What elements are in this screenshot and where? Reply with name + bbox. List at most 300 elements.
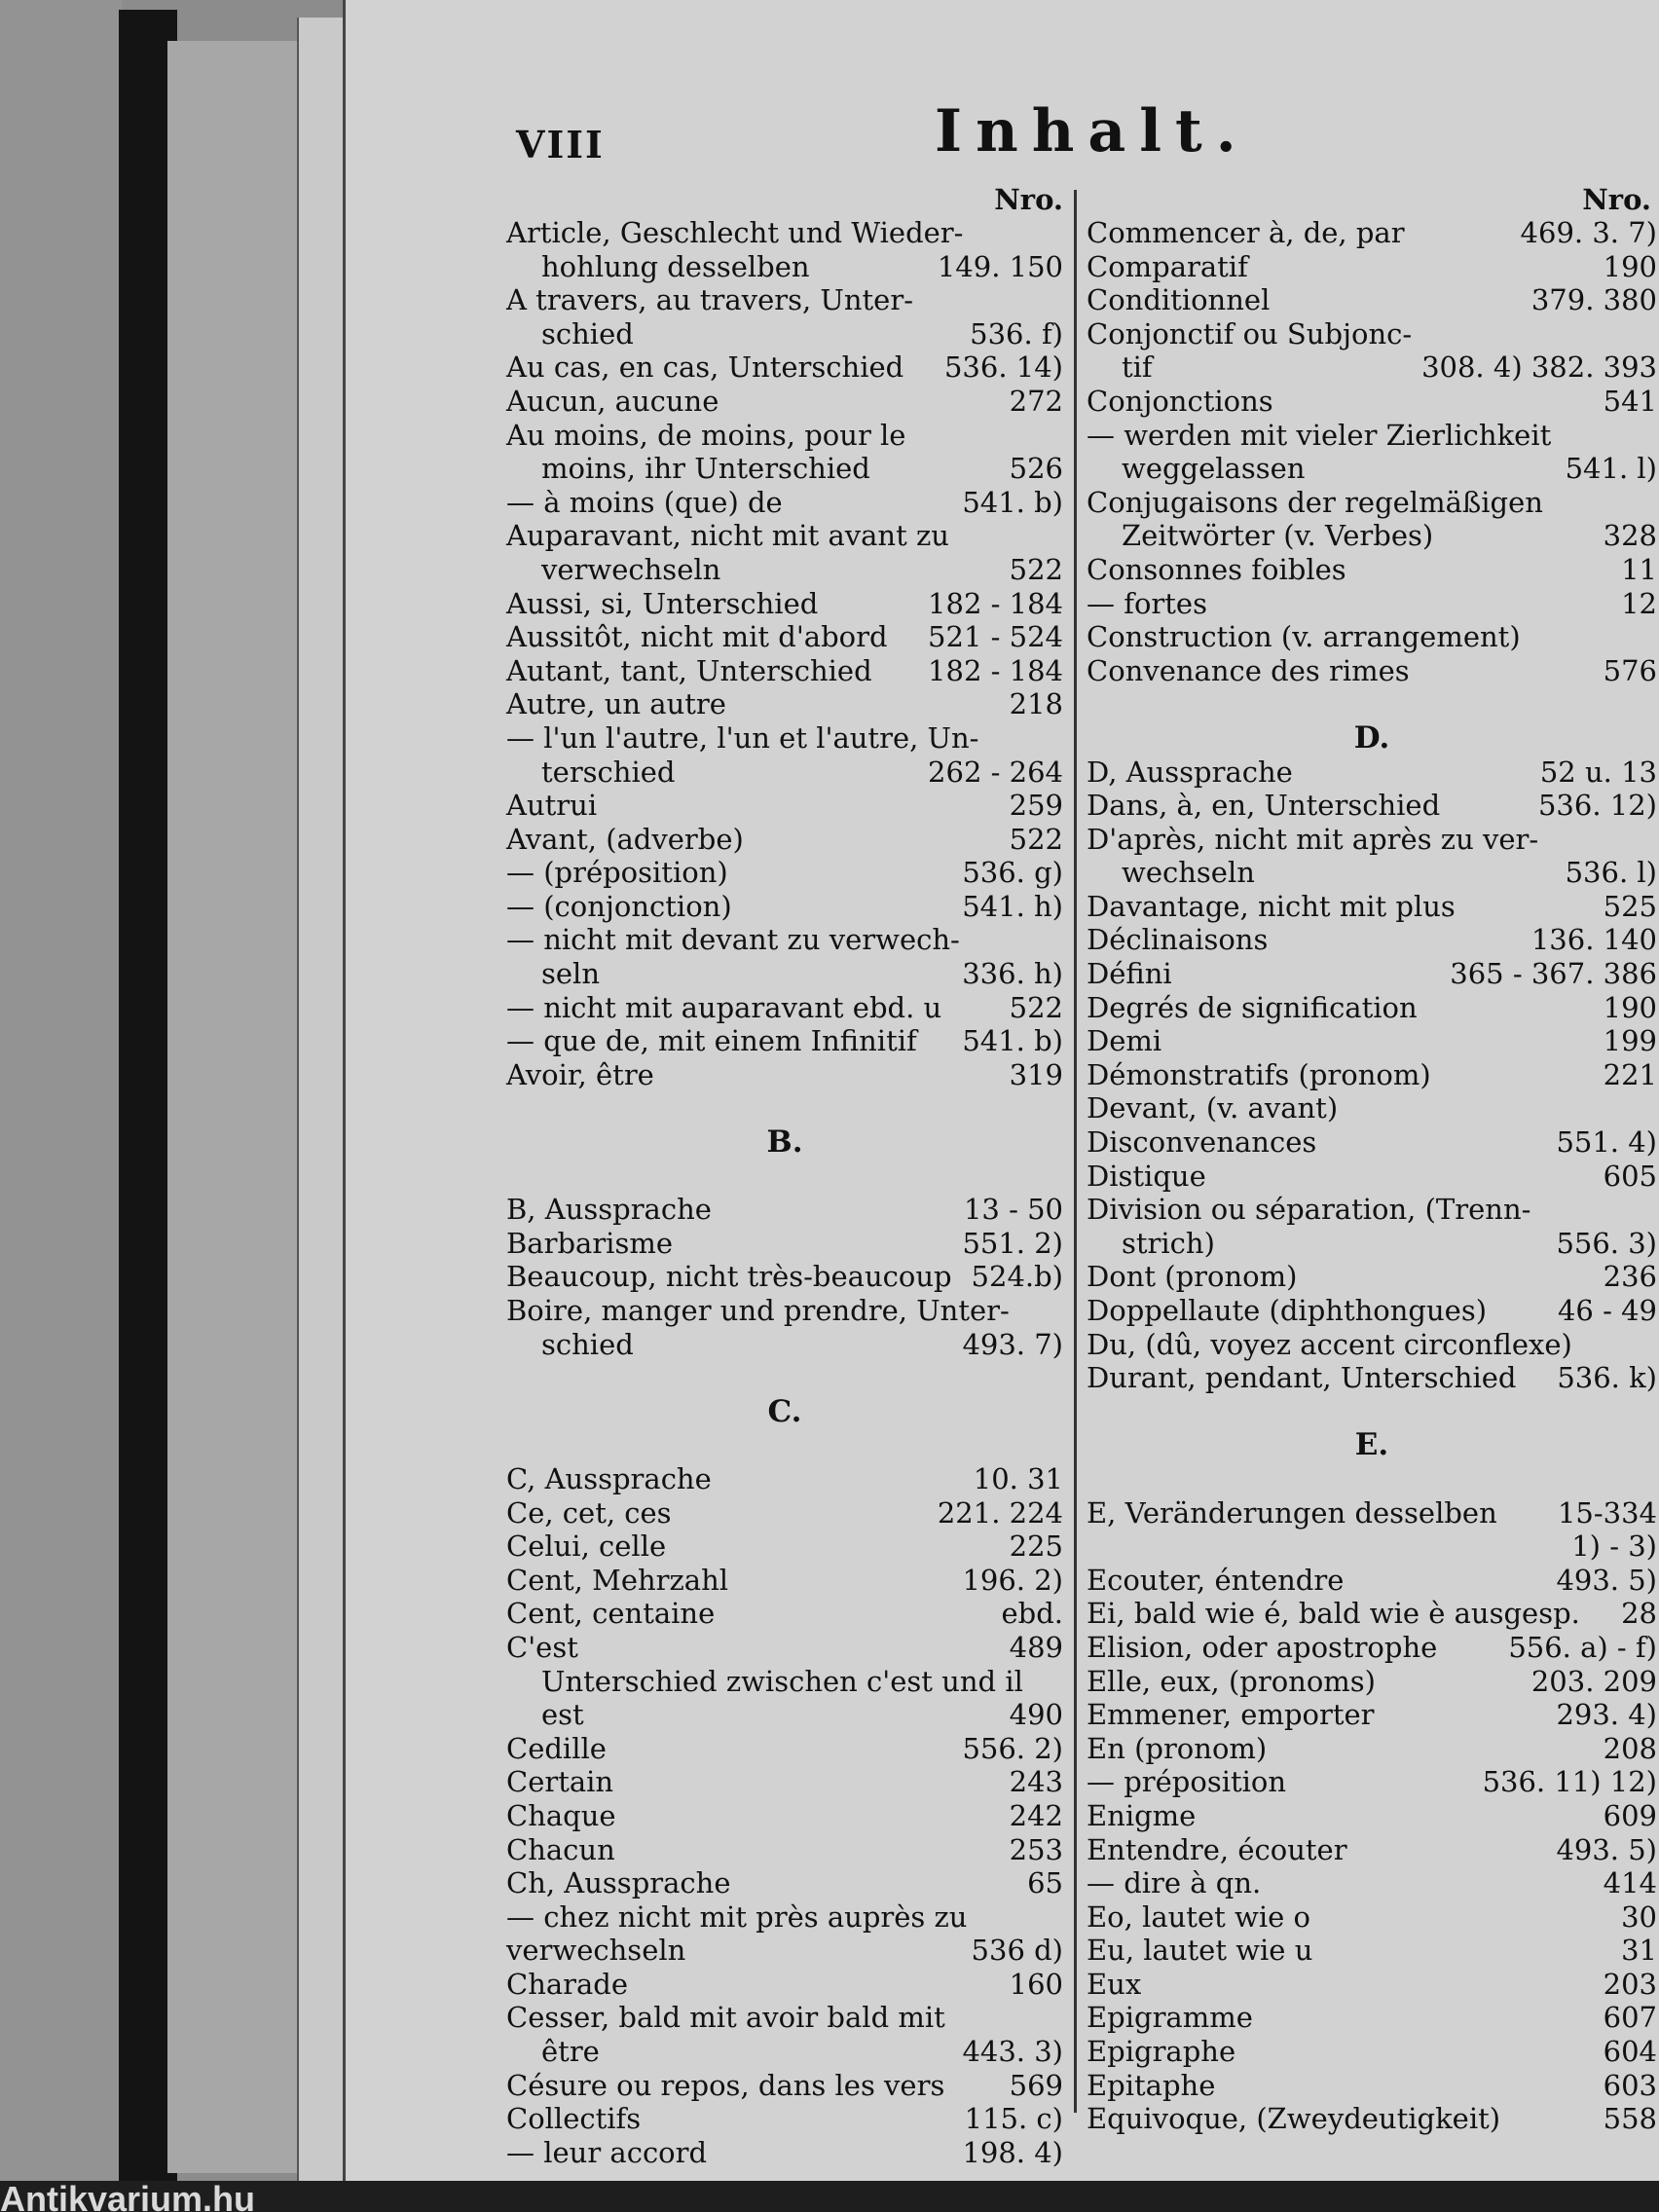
entry-number: 604 bbox=[1603, 2035, 1657, 2069]
entry-text: weggelassen bbox=[1122, 452, 1306, 486]
entry-number: 536. g) bbox=[962, 856, 1063, 890]
entry-number: 308. 4) 382. 393 bbox=[1421, 350, 1657, 385]
index-entry-line bbox=[1087, 385, 1657, 419]
entry-number: 536. 12) bbox=[1537, 789, 1657, 823]
entry-text: Unterschied zwischen c'est und il bbox=[541, 1664, 1023, 1698]
index-entry-line bbox=[506, 419, 1063, 453]
index-entry-line bbox=[506, 1833, 1063, 1867]
index-column-left bbox=[506, 183, 1063, 2169]
entry-number: 199 bbox=[1603, 1024, 1657, 1058]
index-entry-line bbox=[1087, 587, 1657, 621]
entry-number: 536. f) bbox=[970, 316, 1063, 350]
index-entry-line bbox=[506, 2001, 1063, 2035]
entry-number: 1) - 3) bbox=[1571, 1530, 1657, 1564]
entry-number: 46 - 49 bbox=[1557, 1294, 1657, 1327]
entry-number: 603 bbox=[1603, 2068, 1657, 2102]
entry-text: wechseln bbox=[1122, 856, 1255, 890]
entry-number: 522 bbox=[1009, 990, 1063, 1024]
entry-text: — (conjonction) bbox=[506, 889, 732, 923]
index-entry-line bbox=[506, 452, 1063, 486]
index-entry-line bbox=[1087, 1934, 1657, 1968]
entry-text: B, Aussprache bbox=[506, 1193, 712, 1227]
entry-text: — nicht mit devant zu verwech- bbox=[506, 923, 960, 957]
section-heading bbox=[1087, 721, 1657, 756]
index-entry-line bbox=[506, 385, 1063, 419]
entry-number: 259 bbox=[1009, 789, 1063, 823]
index-entry-line bbox=[506, 1160, 1063, 1194]
entry-text: Aucun, aucune bbox=[506, 384, 719, 418]
index-entry-line bbox=[506, 1428, 1063, 1462]
index-entry-line bbox=[1087, 1732, 1657, 1766]
entry-text: E. bbox=[1354, 1427, 1389, 1463]
section-heading bbox=[1087, 1428, 1657, 1462]
entry-text: Commencer à, de, par bbox=[1087, 216, 1405, 249]
entry-number: 203. 209 bbox=[1530, 1664, 1657, 1698]
entry-number: 243 bbox=[1009, 1765, 1063, 1799]
entry-number: 541 bbox=[1603, 384, 1657, 418]
entry-number: 65 bbox=[1027, 1866, 1063, 1900]
entry-number: 551. 4) bbox=[1556, 1125, 1657, 1160]
section-heading bbox=[506, 1395, 1063, 1429]
entry-text: — que de, mit einem Infinitif bbox=[506, 1024, 917, 1058]
entry-number: 605 bbox=[1603, 1159, 1657, 1193]
entry-text: Dans, à, en, Unterschied bbox=[1087, 789, 1441, 823]
index-entry-line bbox=[1087, 1462, 1657, 1496]
entry-text: — leur accord bbox=[506, 2135, 708, 2169]
entry-number: 469. 3. 7) bbox=[1520, 216, 1657, 249]
entry-text: En (pronom) bbox=[1087, 1731, 1268, 1765]
index-entry-line bbox=[506, 1361, 1063, 1395]
index-entry-line bbox=[506, 957, 1063, 991]
index-entry-line bbox=[506, 687, 1063, 721]
index-entry-line bbox=[506, 1732, 1063, 1766]
index-entry-line bbox=[1087, 654, 1657, 688]
index-entry-line bbox=[1087, 1968, 1657, 2002]
entry-text: strich) bbox=[1122, 1226, 1215, 1260]
entry-text: Conditionnel bbox=[1087, 283, 1271, 317]
index-entry-line bbox=[1087, 2102, 1657, 2136]
index-entry-line bbox=[506, 1193, 1063, 1227]
entry-text: Eu, lautet wie u bbox=[1087, 1934, 1313, 1968]
entry-number: 253 bbox=[1009, 1832, 1063, 1866]
index-entry-line bbox=[1087, 1597, 1657, 1631]
entry-text: Division ou séparation, (Trenn- bbox=[1087, 1193, 1531, 1227]
index-entry-line bbox=[506, 317, 1063, 351]
column-divider bbox=[1074, 190, 1077, 2113]
index-entry-line bbox=[506, 756, 1063, 790]
entry-number: 551. 2) bbox=[962, 1226, 1063, 1260]
entry-text: — nicht mit auparavant ebd. u bbox=[506, 990, 942, 1024]
index-entry-line bbox=[506, 1227, 1063, 1261]
entry-text: Cent, Mehrzahl bbox=[506, 1563, 729, 1597]
entry-text: Barbarisme bbox=[506, 1226, 673, 1260]
index-entry-line bbox=[506, 1530, 1063, 1564]
index-entry-line bbox=[1087, 991, 1657, 1025]
index-entry-line bbox=[506, 923, 1063, 957]
index-entry-line bbox=[506, 823, 1063, 857]
index-entry-line bbox=[1087, 283, 1657, 317]
entry-number: 11 bbox=[1621, 552, 1657, 586]
index-entry-line bbox=[506, 2035, 1063, 2069]
entry-number: 379. 380 bbox=[1530, 283, 1657, 317]
entry-text: Chacun bbox=[506, 1832, 615, 1866]
entry-number: 493. 7) bbox=[962, 1327, 1063, 1361]
index-entry-line bbox=[506, 1260, 1063, 1294]
index-entry-line bbox=[1087, 1260, 1657, 1294]
entry-number: 541. h) bbox=[962, 889, 1063, 923]
entry-text: Devant, (v. avant) bbox=[1087, 1091, 1339, 1125]
entry-text: Zeitwörter (v. Verbes) bbox=[1122, 519, 1434, 553]
entry-text: D. bbox=[1353, 719, 1390, 756]
entry-number: 196. 2) bbox=[962, 1563, 1063, 1597]
entry-number: 10. 31 bbox=[973, 1461, 1063, 1495]
index-entry-line bbox=[1087, 350, 1657, 385]
entry-text: Eux bbox=[1087, 1967, 1142, 2001]
entry-number: 522 bbox=[1009, 552, 1063, 586]
nro-label: Nro. bbox=[1582, 183, 1651, 216]
index-entry-line bbox=[506, 1866, 1063, 1900]
page-number: VIII bbox=[516, 123, 605, 166]
index-entry-line bbox=[506, 250, 1063, 284]
index-entry-line bbox=[1087, 1900, 1657, 1935]
index-entry-line bbox=[506, 1496, 1063, 1530]
entry-number: 336. h) bbox=[962, 957, 1063, 991]
entry-text: être bbox=[541, 2035, 600, 2069]
entry-text: A travers, au travers, Unter- bbox=[506, 283, 914, 317]
entry-text: — l'un l'autre, l'un et l'autre, Un- bbox=[506, 720, 979, 755]
entry-text: — fortes bbox=[1087, 586, 1207, 620]
entry-number: 208 bbox=[1603, 1731, 1657, 1765]
entry-number: 536. 11) 12) bbox=[1482, 1765, 1657, 1799]
entry-text: tif bbox=[1122, 350, 1153, 385]
entry-number: 149. 150 bbox=[937, 249, 1063, 283]
entry-number: 526 bbox=[1009, 452, 1063, 486]
entry-number: 541. b) bbox=[962, 485, 1063, 519]
entry-text: Dont (pronom) bbox=[1087, 1260, 1298, 1294]
index-entry-line bbox=[1087, 216, 1657, 250]
index-entry-line bbox=[1087, 620, 1657, 654]
index-entry-line bbox=[1087, 452, 1657, 486]
index-entry-line bbox=[506, 856, 1063, 890]
index-entry-line bbox=[1087, 1496, 1657, 1530]
index-entry-line bbox=[506, 789, 1063, 823]
entry-text: Boire, manger und prendre, Unter- bbox=[506, 1294, 1010, 1327]
entry-number: 272 bbox=[1009, 384, 1063, 418]
index-entry-line bbox=[1087, 1799, 1657, 1833]
entry-text: Emmener, emporter bbox=[1087, 1698, 1375, 1732]
entry-number: 609 bbox=[1603, 1798, 1657, 1832]
watermark: Antikvarium.hu bbox=[0, 2179, 256, 2212]
entry-number: 558 bbox=[1603, 2102, 1657, 2136]
page-title: Inhalt. bbox=[935, 97, 1250, 166]
entry-text: Durant, pendant, Unterschied bbox=[1087, 1361, 1517, 1395]
entry-number: 489 bbox=[1009, 1630, 1063, 1664]
entry-text: Epigraphe bbox=[1087, 2035, 1236, 2069]
entry-text: Consonnes foibles bbox=[1087, 552, 1346, 586]
index-entry-line bbox=[1087, 1833, 1657, 1867]
entry-text: B. bbox=[766, 1124, 803, 1161]
entry-text: Autre, un autre bbox=[506, 687, 726, 721]
entry-text: Ecouter, éntendre bbox=[1087, 1563, 1345, 1597]
index-entry-line bbox=[1087, 1125, 1657, 1160]
entry-number: 493. 5) bbox=[1556, 1832, 1657, 1866]
index-entry-line bbox=[1087, 856, 1657, 890]
nro-label: Nro. bbox=[994, 183, 1063, 216]
entry-text: Cedille bbox=[506, 1731, 607, 1765]
entry-number: 13 - 50 bbox=[963, 1193, 1063, 1227]
entry-number: 365 - 367. 386 bbox=[1450, 957, 1657, 991]
entry-text: Défini bbox=[1087, 957, 1172, 991]
entry-number: 15-334 bbox=[1557, 1495, 1657, 1530]
index-entry-line bbox=[1087, 957, 1657, 991]
entry-number: 443. 3) bbox=[962, 2035, 1063, 2069]
index-entry-line bbox=[1087, 1058, 1657, 1092]
entry-text: Degrés de signification bbox=[1087, 990, 1418, 1024]
index-entry-line bbox=[1087, 1328, 1657, 1362]
entry-text: — préposition bbox=[1087, 1765, 1287, 1799]
index-entry-line bbox=[506, 1799, 1063, 1833]
entry-text: C, Aussprache bbox=[506, 1461, 712, 1495]
entry-number: 52 u. 13 bbox=[1539, 755, 1657, 789]
entry-text: Epitaphe bbox=[1087, 2068, 1216, 2102]
index-entry-line bbox=[506, 1765, 1063, 1799]
entry-text: verwechseln bbox=[506, 1934, 686, 1968]
index-entry-line bbox=[506, 991, 1063, 1025]
index-lines-right bbox=[1087, 216, 1657, 2136]
entry-number: 221 bbox=[1603, 1057, 1657, 1091]
entry-text: terschied bbox=[541, 755, 676, 789]
index-entry-line bbox=[1087, 1530, 1657, 1564]
background bbox=[0, 0, 122, 2212]
index-entry-line bbox=[1087, 1227, 1657, 1261]
index-entry-line bbox=[506, 890, 1063, 924]
index-entry-line bbox=[506, 1024, 1063, 1058]
entry-text: Epigramme bbox=[1087, 2001, 1253, 2035]
entry-number: 524.b) bbox=[971, 1260, 1063, 1294]
index-entry-line bbox=[1087, 1294, 1657, 1328]
entry-number: 28 bbox=[1621, 1597, 1657, 1631]
index-entry-line bbox=[506, 1294, 1063, 1328]
index-entry-line bbox=[506, 1328, 1063, 1362]
index-entry-line bbox=[1087, 890, 1657, 924]
entry-text: Autant, tant, Unterschied bbox=[506, 653, 872, 687]
entry-text: moins, ihr Unterschied bbox=[541, 452, 870, 486]
entry-number: 30 bbox=[1621, 1899, 1657, 1934]
entry-text: — (préposition) bbox=[506, 856, 728, 890]
entry-text: Eo, lautet wie o bbox=[1087, 1899, 1310, 1934]
entry-number: 221. 224 bbox=[937, 1495, 1063, 1530]
entry-number: 182 - 184 bbox=[928, 653, 1063, 687]
entry-text: Beaucoup, nicht très-beaucoup bbox=[506, 1260, 952, 1294]
entry-number: 218 bbox=[1009, 687, 1063, 721]
entry-text: Construction (v. arrangement) bbox=[1087, 620, 1521, 654]
entry-text: — à moins (que) de bbox=[506, 485, 783, 519]
entry-text: Cent, centaine bbox=[506, 1597, 716, 1631]
index-entry-line bbox=[506, 1698, 1063, 1732]
entry-number: 414 bbox=[1603, 1866, 1657, 1900]
entry-number: 536. 14) bbox=[943, 350, 1063, 385]
entry-number: 576 bbox=[1603, 653, 1657, 687]
entry-number: 328 bbox=[1603, 519, 1657, 553]
index-entry-line bbox=[506, 587, 1063, 621]
index-entry-line bbox=[506, 1968, 1063, 2002]
index-entry-line bbox=[1087, 1665, 1657, 1699]
entry-text: Certain bbox=[506, 1765, 614, 1799]
index-entry-line bbox=[506, 216, 1063, 250]
entry-number: 136. 140 bbox=[1530, 923, 1657, 957]
index-entry-line bbox=[1087, 419, 1657, 453]
entry-number: 541. l) bbox=[1565, 452, 1657, 486]
index-entry-line bbox=[1087, 756, 1657, 790]
index-entry-line bbox=[506, 1597, 1063, 1631]
entry-text: Convenance des rimes bbox=[1087, 653, 1410, 687]
entry-text: Demi bbox=[1087, 1024, 1162, 1058]
index-entry-line bbox=[1087, 553, 1657, 587]
entry-text: Disconvenances bbox=[1087, 1125, 1317, 1160]
entry-number: 493. 5) bbox=[1556, 1563, 1657, 1597]
entry-number: 556. 2) bbox=[962, 1731, 1063, 1765]
index-entry-line bbox=[1087, 1193, 1657, 1227]
entry-number: 182 - 184 bbox=[928, 586, 1063, 620]
entry-text: Equivoque, (Zweydeutigkeit) bbox=[1087, 2102, 1501, 2136]
entry-text: Ei, bald wie é, bald wie è ausgesp. bbox=[1087, 1597, 1580, 1631]
entry-text: Au moins, de moins, pour le bbox=[506, 418, 906, 452]
entry-number: 198. 4) bbox=[962, 2135, 1063, 2169]
entry-text: Distique bbox=[1087, 1159, 1206, 1193]
index-entry-line bbox=[1087, 789, 1657, 823]
index-entry-line bbox=[506, 1091, 1063, 1125]
entry-text: Celui, celle bbox=[506, 1530, 667, 1564]
entry-number: 536. k) bbox=[1557, 1361, 1657, 1395]
index-entry-line bbox=[506, 283, 1063, 317]
entry-text: — chez nicht mit près auprès zu bbox=[506, 1899, 968, 1934]
entry-number: 536. l) bbox=[1565, 856, 1657, 890]
index-entry-line bbox=[506, 721, 1063, 756]
index-entry-line bbox=[1087, 687, 1657, 721]
entry-text: Comparatif bbox=[1087, 249, 1248, 283]
entry-text: Elle, eux, (pronoms) bbox=[1087, 1664, 1376, 1698]
index-entry-line bbox=[506, 2069, 1063, 2103]
index-entry-line bbox=[506, 2102, 1063, 2136]
entry-text: Conjonctions bbox=[1087, 384, 1273, 418]
index-entry-line bbox=[506, 553, 1063, 587]
entry-text: E, Veränderungen desselben bbox=[1087, 1495, 1497, 1530]
entry-number: 190 bbox=[1603, 249, 1657, 283]
index-entry-line bbox=[506, 1900, 1063, 1935]
entry-number: 225 bbox=[1009, 1530, 1063, 1564]
entry-text: Aussi, si, Unterschied bbox=[506, 586, 819, 620]
entry-text: verwechseln bbox=[541, 552, 721, 586]
entry-number: 160 bbox=[1009, 1967, 1063, 2001]
entry-number: 242 bbox=[1009, 1798, 1063, 1832]
entry-text: Chaque bbox=[506, 1798, 616, 1832]
entry-text: — dire à qn. bbox=[1087, 1866, 1262, 1900]
book-board bbox=[167, 41, 304, 2173]
index-entry-line bbox=[1087, 2069, 1657, 2103]
entry-text: Ch, Aussprache bbox=[506, 1866, 731, 1900]
index-entry-line bbox=[1087, 1361, 1657, 1395]
index-entry-line bbox=[506, 1934, 1063, 1968]
index-entry-line bbox=[1087, 1160, 1657, 1194]
index-entry-line bbox=[1087, 1866, 1657, 1900]
entry-text: Césure ou repos, dans les vers bbox=[506, 2068, 945, 2102]
entry-text: Déclinaisons bbox=[1087, 923, 1269, 957]
entry-number: 293. 4) bbox=[1556, 1698, 1657, 1732]
index-entry-line bbox=[506, 1564, 1063, 1598]
index-entry-line bbox=[1087, 250, 1657, 284]
entry-number: 12 bbox=[1621, 586, 1657, 620]
entry-text: Avant, (adverbe) bbox=[506, 822, 744, 856]
entry-text: Démonstratifs (pronom) bbox=[1087, 1057, 1431, 1091]
entry-number: 522 bbox=[1009, 822, 1063, 856]
index-entry-line bbox=[506, 2136, 1063, 2170]
index-entry-line bbox=[1087, 1631, 1657, 1665]
entry-number: 556. 3) bbox=[1556, 1226, 1657, 1260]
entry-number: ebd. bbox=[1001, 1597, 1063, 1631]
entry-text: Doppellaute (diphthongues) bbox=[1087, 1294, 1488, 1327]
entry-number: 31 bbox=[1621, 1934, 1657, 1968]
entry-text: Charade bbox=[506, 1967, 629, 2001]
entry-number: 536 d) bbox=[971, 1934, 1063, 1968]
entry-number: 490 bbox=[1009, 1698, 1063, 1732]
index-entry-line bbox=[1087, 2035, 1657, 2069]
index-entry-line bbox=[506, 1665, 1063, 1699]
index-entry-line bbox=[506, 1058, 1063, 1092]
section-heading bbox=[506, 1125, 1063, 1160]
entry-text: Enigme bbox=[1087, 1798, 1197, 1832]
entry-text: Article, Geschlecht und Wieder- bbox=[506, 216, 964, 249]
entry-text: schied bbox=[541, 316, 634, 350]
entry-text: — werden mit vieler Zierlichkeit bbox=[1087, 418, 1552, 452]
entry-text: Elision, oder apostrophe bbox=[1087, 1630, 1438, 1664]
entry-text: C. bbox=[767, 1393, 802, 1429]
entry-text: Auparavant, nicht mit avant zu bbox=[506, 519, 949, 553]
entry-number: 556. a) - f) bbox=[1508, 1630, 1657, 1664]
entry-text: Du, (dû, voyez accent circonflexe) bbox=[1087, 1327, 1572, 1361]
index-entry-line bbox=[506, 1631, 1063, 1665]
entry-text: est bbox=[541, 1698, 584, 1732]
entry-number: 521 - 524 bbox=[928, 620, 1063, 654]
entry-number: 203 bbox=[1603, 1967, 1657, 2001]
entry-text: hohlung desselben bbox=[541, 249, 810, 283]
index-column-right bbox=[1087, 183, 1657, 2136]
index-lines-left bbox=[506, 216, 1063, 2169]
entry-text: Autrui bbox=[506, 789, 598, 823]
entry-text: Conjonctif ou Subjonc- bbox=[1087, 316, 1413, 350]
entry-text: Conjugaisons der regelmäßigen bbox=[1087, 485, 1543, 519]
page-stack-edge bbox=[297, 18, 350, 2212]
index-entry-line bbox=[1087, 823, 1657, 857]
entry-text: D'après, nicht mit après zu ver- bbox=[1087, 822, 1539, 856]
index-entry-line bbox=[1087, 923, 1657, 957]
index-entry-line bbox=[1087, 1698, 1657, 1732]
index-entry-line bbox=[506, 519, 1063, 553]
index-entry-line bbox=[1087, 1564, 1657, 1598]
entry-number: 541. b) bbox=[962, 1024, 1063, 1058]
index-entry-line bbox=[506, 350, 1063, 385]
index-entry-line bbox=[1087, 1765, 1657, 1799]
entry-text: Ce, cet, ces bbox=[506, 1495, 672, 1530]
entry-text: D, Aussprache bbox=[1087, 755, 1293, 789]
entry-text: Aussitôt, nicht mit d'abord bbox=[506, 620, 888, 654]
entry-text: Collectifs bbox=[506, 2102, 642, 2136]
entry-number: 607 bbox=[1603, 2001, 1657, 2035]
entry-text: seln bbox=[541, 957, 600, 991]
index-entry-line bbox=[1087, 1091, 1657, 1125]
entry-number: 115. c) bbox=[964, 2102, 1063, 2136]
entry-number: 262 - 264 bbox=[928, 755, 1063, 789]
index-entry-line bbox=[1087, 1395, 1657, 1429]
